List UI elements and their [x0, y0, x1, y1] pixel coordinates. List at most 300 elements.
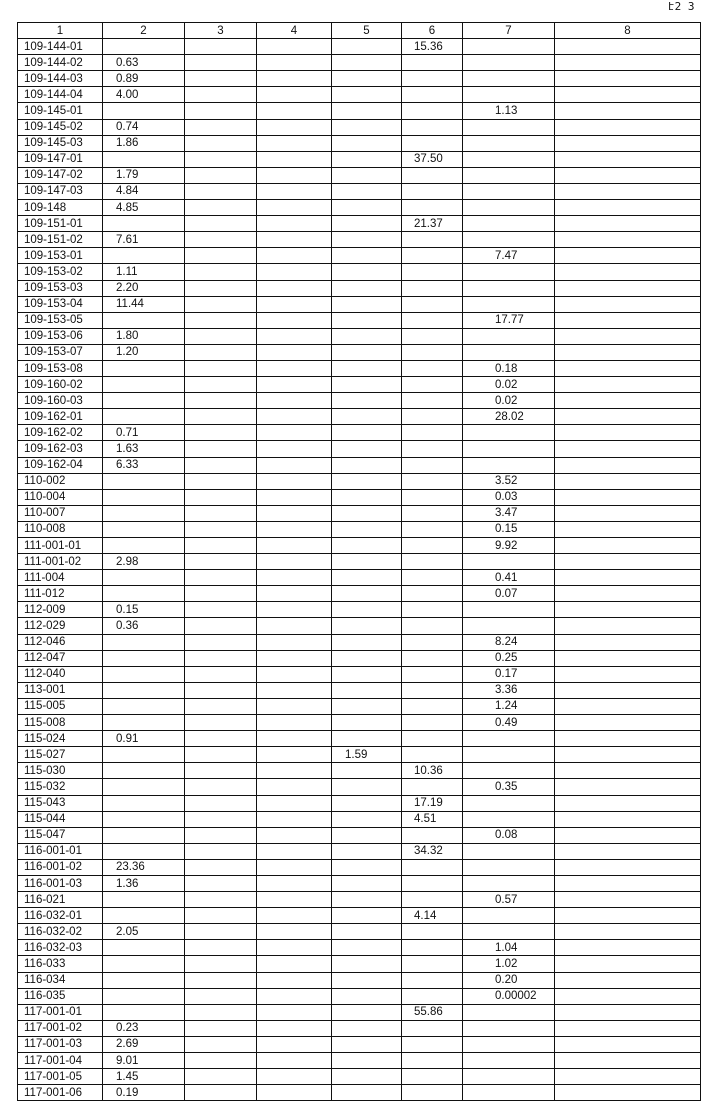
value-cell-col-7 — [463, 1069, 555, 1085]
value-cell-col-4 — [257, 248, 332, 264]
value-cell-col-5 — [332, 119, 402, 135]
value-cell-col-5 — [332, 827, 402, 843]
value-cell-col-2: 4.84 — [103, 183, 185, 199]
table-row — [18, 489, 701, 505]
value-cell-col-8 — [555, 151, 701, 167]
value-cell-col-5 — [332, 924, 402, 940]
table-row — [18, 167, 701, 183]
table-row — [18, 103, 701, 119]
value-cell-col-8 — [555, 1036, 701, 1052]
value-cell-col-5 — [332, 328, 402, 344]
value-cell-col-3 — [185, 570, 257, 586]
value-cell-col-8 — [555, 200, 701, 216]
value-cell-col-5 — [332, 344, 402, 360]
value-cell-col-7: 0.57 — [463, 892, 555, 908]
value-cell-col-5 — [332, 87, 402, 103]
value-cell-col-6 — [402, 183, 463, 199]
value-cell-col-7 — [463, 618, 555, 634]
value-cell-col-6 — [402, 441, 463, 457]
value-cell-col-2 — [103, 312, 185, 328]
value-cell-col-7 — [463, 87, 555, 103]
value-cell-col-7 — [463, 763, 555, 779]
value-cell-col-3 — [185, 666, 257, 682]
value-cell-col-5 — [332, 956, 402, 972]
table-row — [18, 87, 701, 103]
table-row — [18, 119, 701, 135]
row-id-cell: 109-144-02 — [18, 55, 103, 71]
value-cell-col-7: 0.03 — [463, 489, 555, 505]
table-row — [18, 264, 701, 280]
value-cell-col-4 — [257, 892, 332, 908]
value-cell-col-2: 2.98 — [103, 554, 185, 570]
value-cell-col-3 — [185, 280, 257, 296]
table-row — [18, 940, 701, 956]
table-row — [18, 779, 701, 795]
value-cell-col-6 — [402, 505, 463, 521]
value-cell-col-7: 0.18 — [463, 360, 555, 376]
value-cell-col-6 — [402, 344, 463, 360]
value-cell-col-2 — [103, 360, 185, 376]
value-cell-col-4 — [257, 457, 332, 473]
value-cell-col-7 — [463, 1004, 555, 1020]
value-cell-col-2 — [103, 103, 185, 119]
value-cell-col-7 — [463, 183, 555, 199]
value-cell-col-3 — [185, 634, 257, 650]
row-id-cell: 116-021 — [18, 892, 103, 908]
value-cell-col-3 — [185, 602, 257, 618]
value-cell-col-8 — [555, 698, 701, 714]
column-header-5: 5 — [332, 23, 402, 39]
value-cell-col-4 — [257, 200, 332, 216]
value-cell-col-2 — [103, 521, 185, 537]
row-id-cell: 109-147-01 — [18, 151, 103, 167]
value-cell-col-3 — [185, 521, 257, 537]
table-row — [18, 859, 701, 875]
value-cell-col-6 — [402, 859, 463, 875]
value-cell-col-7 — [463, 39, 555, 55]
value-cell-col-4 — [257, 747, 332, 763]
value-cell-col-8 — [555, 216, 701, 232]
table-row — [18, 280, 701, 296]
value-cell-col-7 — [463, 1085, 555, 1101]
value-cell-col-4 — [257, 972, 332, 988]
row-id-cell: 116-034 — [18, 972, 103, 988]
value-cell-col-3 — [185, 1036, 257, 1052]
row-id-cell: 109-151-01 — [18, 216, 103, 232]
value-cell-col-6: 15.36 — [402, 39, 463, 55]
value-cell-col-5 — [332, 779, 402, 795]
row-id-cell: 109-145-02 — [18, 119, 103, 135]
value-cell-col-2 — [103, 634, 185, 650]
row-id-cell: 115-027 — [18, 747, 103, 763]
value-cell-col-6: 21.37 — [402, 216, 463, 232]
row-id-cell: 112-029 — [18, 618, 103, 634]
value-cell-col-2 — [103, 393, 185, 409]
value-cell-col-4 — [257, 924, 332, 940]
row-id-cell: 115-044 — [18, 811, 103, 827]
value-cell-col-7: 28.02 — [463, 409, 555, 425]
value-cell-col-8 — [555, 859, 701, 875]
row-id-cell: 110-004 — [18, 489, 103, 505]
row-id-cell: 109-153-05 — [18, 312, 103, 328]
value-cell-col-5 — [332, 135, 402, 151]
header-row — [18, 23, 701, 39]
value-cell-col-8 — [555, 167, 701, 183]
page-number: է2 3 — [668, 0, 695, 13]
value-cell-col-8 — [555, 779, 701, 795]
value-cell-col-7 — [463, 264, 555, 280]
value-cell-col-4 — [257, 602, 332, 618]
value-cell-col-4 — [257, 763, 332, 779]
value-cell-col-5 — [332, 650, 402, 666]
value-cell-col-5 — [332, 489, 402, 505]
row-id-cell: 116-001-01 — [18, 843, 103, 859]
value-cell-col-5 — [332, 521, 402, 537]
value-cell-col-7 — [463, 167, 555, 183]
value-cell-col-4 — [257, 715, 332, 731]
value-cell-col-2: 0.63 — [103, 55, 185, 71]
value-cell-col-8 — [555, 908, 701, 924]
table-row — [18, 39, 701, 55]
value-cell-col-4 — [257, 489, 332, 505]
value-cell-col-2: 1.63 — [103, 441, 185, 457]
value-cell-col-4 — [257, 570, 332, 586]
value-cell-col-8 — [555, 666, 701, 682]
value-cell-col-5 — [332, 1020, 402, 1036]
table-row — [18, 232, 701, 248]
value-cell-col-3 — [185, 377, 257, 393]
value-cell-col-3 — [185, 216, 257, 232]
value-cell-col-4 — [257, 811, 332, 827]
value-cell-col-2 — [103, 151, 185, 167]
value-cell-col-4 — [257, 296, 332, 312]
value-cell-col-2 — [103, 956, 185, 972]
row-id-cell: 109-144-03 — [18, 71, 103, 87]
value-cell-col-4 — [257, 682, 332, 698]
value-cell-col-2 — [103, 843, 185, 859]
row-id-cell: 109-153-02 — [18, 264, 103, 280]
value-cell-col-3 — [185, 248, 257, 264]
value-cell-col-4 — [257, 151, 332, 167]
row-id-cell: 109-151-02 — [18, 232, 103, 248]
column-header-7: 7 — [463, 23, 555, 39]
value-cell-col-8 — [555, 360, 701, 376]
value-cell-col-8 — [555, 586, 701, 602]
table-row — [18, 763, 701, 779]
value-cell-col-6 — [402, 393, 463, 409]
value-cell-col-4 — [257, 183, 332, 199]
value-cell-col-8 — [555, 71, 701, 87]
value-cell-col-8 — [555, 248, 701, 264]
value-cell-col-7 — [463, 151, 555, 167]
value-cell-col-2 — [103, 248, 185, 264]
value-cell-col-8 — [555, 1069, 701, 1085]
value-cell-col-6 — [402, 248, 463, 264]
value-cell-col-2: 4.85 — [103, 200, 185, 216]
value-cell-col-8 — [555, 843, 701, 859]
value-cell-col-8 — [555, 55, 701, 71]
value-cell-col-8 — [555, 1020, 701, 1036]
table-row — [18, 1053, 701, 1069]
row-id-cell: 113-001 — [18, 682, 103, 698]
value-cell-col-3 — [185, 650, 257, 666]
value-cell-col-2: 0.23 — [103, 1020, 185, 1036]
value-cell-col-4 — [257, 264, 332, 280]
value-cell-col-3 — [185, 1069, 257, 1085]
value-cell-col-7 — [463, 908, 555, 924]
value-cell-col-6 — [402, 103, 463, 119]
table-row — [18, 1036, 701, 1052]
table-row — [18, 618, 701, 634]
value-cell-col-6 — [402, 119, 463, 135]
value-cell-col-5 — [332, 538, 402, 554]
column-header-4: 4 — [257, 23, 332, 39]
value-cell-col-6 — [402, 409, 463, 425]
row-id-cell: 115-005 — [18, 698, 103, 714]
value-cell-col-2: 23.36 — [103, 859, 185, 875]
value-cell-col-5 — [332, 71, 402, 87]
value-cell-col-3 — [185, 618, 257, 634]
table-row — [18, 248, 701, 264]
value-cell-col-7 — [463, 747, 555, 763]
value-cell-col-7 — [463, 875, 555, 891]
value-cell-col-3 — [185, 763, 257, 779]
value-cell-col-5 — [332, 505, 402, 521]
table-row — [18, 521, 701, 537]
value-cell-col-7 — [463, 280, 555, 296]
value-cell-col-2 — [103, 988, 185, 1004]
value-cell-col-7 — [463, 135, 555, 151]
value-cell-col-3 — [185, 843, 257, 859]
value-cell-col-7 — [463, 232, 555, 248]
value-cell-col-2 — [103, 666, 185, 682]
value-cell-col-2: 1.86 — [103, 135, 185, 151]
row-id-cell: 109-145-03 — [18, 135, 103, 151]
table-row — [18, 811, 701, 827]
value-cell-col-4 — [257, 393, 332, 409]
table-row — [18, 296, 701, 312]
value-cell-col-2 — [103, 795, 185, 811]
value-cell-col-2 — [103, 377, 185, 393]
table-row — [18, 216, 701, 232]
table-row — [18, 377, 701, 393]
value-cell-col-2 — [103, 892, 185, 908]
value-cell-col-6 — [402, 586, 463, 602]
value-cell-col-8 — [555, 521, 701, 537]
row-id-cell: 112-046 — [18, 634, 103, 650]
value-cell-col-4 — [257, 119, 332, 135]
value-cell-col-3 — [185, 425, 257, 441]
value-cell-col-5 — [332, 1085, 402, 1101]
row-id-cell: 109-148 — [18, 200, 103, 216]
value-cell-col-5 — [332, 554, 402, 570]
value-cell-col-5 — [332, 859, 402, 875]
value-cell-col-7: 0.41 — [463, 570, 555, 586]
value-cell-col-7: 0.08 — [463, 827, 555, 843]
value-cell-col-4 — [257, 232, 332, 248]
row-id-cell: 115-008 — [18, 715, 103, 731]
value-cell-col-3 — [185, 441, 257, 457]
value-cell-col-2: 2.20 — [103, 280, 185, 296]
value-cell-col-2 — [103, 682, 185, 698]
value-cell-col-8 — [555, 650, 701, 666]
value-cell-col-2: 1.11 — [103, 264, 185, 280]
value-cell-col-6 — [402, 875, 463, 891]
value-cell-col-6 — [402, 489, 463, 505]
value-cell-col-5 — [332, 1069, 402, 1085]
value-cell-col-3 — [185, 1085, 257, 1101]
value-cell-col-6 — [402, 135, 463, 151]
value-cell-col-3 — [185, 956, 257, 972]
column-header-6: 6 — [402, 23, 463, 39]
table-row — [18, 328, 701, 344]
value-cell-col-4 — [257, 827, 332, 843]
value-cell-col-3 — [185, 698, 257, 714]
value-cell-col-5 — [332, 892, 402, 908]
value-cell-col-7: 0.15 — [463, 521, 555, 537]
value-cell-col-5 — [332, 795, 402, 811]
value-cell-col-7: 0.17 — [463, 666, 555, 682]
row-id-cell: 115-043 — [18, 795, 103, 811]
value-cell-col-8 — [555, 296, 701, 312]
value-cell-col-6: 55.86 — [402, 1004, 463, 1020]
value-cell-col-6 — [402, 731, 463, 747]
value-cell-col-5 — [332, 232, 402, 248]
value-cell-col-4 — [257, 1036, 332, 1052]
value-cell-col-2 — [103, 570, 185, 586]
value-cell-col-3 — [185, 538, 257, 554]
value-cell-col-2 — [103, 473, 185, 489]
value-cell-col-5 — [332, 377, 402, 393]
value-cell-col-5 — [332, 216, 402, 232]
value-cell-col-4 — [257, 71, 332, 87]
value-cell-col-3 — [185, 972, 257, 988]
value-cell-col-2: 7.61 — [103, 232, 185, 248]
value-cell-col-5 — [332, 875, 402, 891]
row-id-cell: 109-160-02 — [18, 377, 103, 393]
table-row — [18, 71, 701, 87]
value-cell-col-5 — [332, 296, 402, 312]
row-id-cell: 109-153-04 — [18, 296, 103, 312]
row-id-cell: 110-007 — [18, 505, 103, 521]
value-cell-col-6 — [402, 956, 463, 972]
table-row — [18, 183, 701, 199]
value-cell-col-8 — [555, 715, 701, 731]
row-id-cell: 109-153-01 — [18, 248, 103, 264]
value-cell-col-2: 0.91 — [103, 731, 185, 747]
value-cell-col-6 — [402, 988, 463, 1004]
value-cell-col-8 — [555, 682, 701, 698]
table-row — [18, 875, 701, 891]
table-row — [18, 715, 701, 731]
value-cell-col-4 — [257, 554, 332, 570]
table-row — [18, 393, 701, 409]
value-cell-col-8 — [555, 312, 701, 328]
row-id-cell: 116-001-03 — [18, 875, 103, 891]
value-cell-col-2: 1.20 — [103, 344, 185, 360]
value-cell-col-4 — [257, 940, 332, 956]
value-cell-col-2 — [103, 538, 185, 554]
table-row — [18, 151, 701, 167]
value-cell-col-7 — [463, 457, 555, 473]
value-cell-col-5 — [332, 409, 402, 425]
row-id-cell: 110-008 — [18, 521, 103, 537]
value-cell-col-5 — [332, 666, 402, 682]
row-id-cell: 117-001-02 — [18, 1020, 103, 1036]
value-cell-col-7 — [463, 119, 555, 135]
value-cell-col-7 — [463, 216, 555, 232]
value-cell-col-8 — [555, 554, 701, 570]
value-cell-col-3 — [185, 1053, 257, 1069]
value-cell-col-2 — [103, 1004, 185, 1020]
value-cell-col-3 — [185, 232, 257, 248]
value-cell-col-7 — [463, 731, 555, 747]
row-id-cell: 109-162-01 — [18, 409, 103, 425]
row-id-cell: 109-144-04 — [18, 87, 103, 103]
value-cell-col-2: 0.19 — [103, 1085, 185, 1101]
value-cell-col-8 — [555, 972, 701, 988]
value-cell-col-2: 1.36 — [103, 875, 185, 891]
value-cell-col-8 — [555, 264, 701, 280]
table-row — [18, 1069, 701, 1085]
table-row — [18, 1085, 701, 1101]
value-cell-col-3 — [185, 360, 257, 376]
row-id-cell: 117-001-03 — [18, 1036, 103, 1052]
value-cell-col-5 — [332, 280, 402, 296]
value-cell-col-7: 3.36 — [463, 682, 555, 698]
value-cell-col-4 — [257, 1053, 332, 1069]
value-cell-col-4 — [257, 216, 332, 232]
value-cell-col-2: 1.80 — [103, 328, 185, 344]
value-cell-col-7 — [463, 924, 555, 940]
table-row — [18, 1020, 701, 1036]
row-id-cell: 116-032-01 — [18, 908, 103, 924]
value-cell-col-6 — [402, 280, 463, 296]
value-cell-col-8 — [555, 875, 701, 891]
table-row — [18, 135, 701, 151]
row-id-cell: 115-047 — [18, 827, 103, 843]
row-id-cell: 111-001-02 — [18, 554, 103, 570]
value-cell-col-4 — [257, 698, 332, 714]
value-cell-col-7: 0.02 — [463, 377, 555, 393]
value-cell-col-8 — [555, 473, 701, 489]
value-cell-col-3 — [185, 795, 257, 811]
value-cell-col-5 — [332, 634, 402, 650]
value-cell-col-3 — [185, 328, 257, 344]
value-cell-col-5 — [332, 940, 402, 956]
value-cell-col-8 — [555, 1053, 701, 1069]
value-cell-col-7 — [463, 859, 555, 875]
value-cell-col-7: 9.92 — [463, 538, 555, 554]
value-cell-col-5 — [332, 682, 402, 698]
table-row — [18, 698, 701, 714]
table-row — [18, 457, 701, 473]
value-cell-col-2 — [103, 779, 185, 795]
value-cell-col-4 — [257, 875, 332, 891]
value-cell-col-8 — [555, 377, 701, 393]
value-cell-col-7: 1.24 — [463, 698, 555, 714]
value-cell-col-6 — [402, 570, 463, 586]
value-cell-col-4 — [257, 538, 332, 554]
value-cell-col-3 — [185, 167, 257, 183]
value-cell-col-6: 17.19 — [402, 795, 463, 811]
table-row — [18, 570, 701, 586]
value-cell-col-8 — [555, 634, 701, 650]
row-id-cell: 111-001-01 — [18, 538, 103, 554]
value-cell-col-4 — [257, 908, 332, 924]
table-row — [18, 956, 701, 972]
column-header-2: 2 — [103, 23, 185, 39]
